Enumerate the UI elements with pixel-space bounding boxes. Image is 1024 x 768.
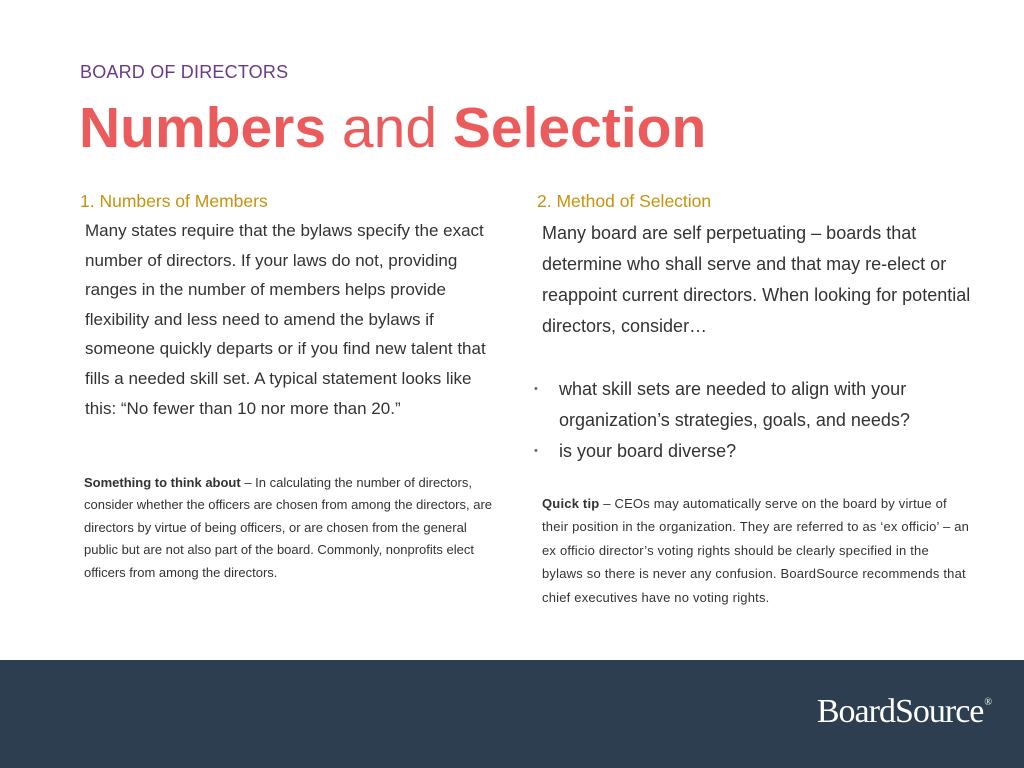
something-to-think-about-note [84,472,504,584]
numbers-of-members-heading: 1. Numbers of Members [80,191,268,211]
list-item [534,436,974,467]
bullet-text: is your board diverse? [559,441,737,461]
title-word-selection: Selection [452,96,707,160]
page-title [79,94,706,162]
list-item [534,374,974,436]
bullet-text: what skill sets are needed to align with your organization’s strategies, goals, and needs? [559,379,910,430]
brand-name: BoardSource [816,693,984,730]
title-word-numbers: Numbers [79,96,327,160]
title-word-and: and [341,96,438,160]
footer-bar [0,660,1024,768]
tip-text: – CEOs may automatically serve on the board by virtue of their position in the organization. They are referred to as ‘ex officio’ – an ex officio director’s voting rights should be clearly specified in the bylaws so there is never any confusion. BoardSource recommends that chief executives have no voting rights. [542,496,970,605]
method-of-selection-heading: 2. Method of Selection [537,191,712,211]
note-label: Something to think about [84,475,241,490]
bullet-icon: • [534,383,538,395]
consider-bullet-list [534,374,974,467]
tip-label: Quick tip [542,496,600,511]
numbers-of-members-body: Many states require that the bylaws specify the exact number of directors. If your laws do not, providing ranges in the number of members helps provide flexibility and less need to amend the bylaws if someone quickly departs or if you find new talent that fills a needed skill set. A typical statement looks like this: “No fewer than 10 nor more than 20.” [85,221,486,418]
section-eyebrow: BOARD OF DIRECTORS [80,62,289,82]
note-text: – In calculating the number of directors, consider whether the officers are chosen from among the directors, are directors by virtue of being officers, or are chosen from the general public but are not also part of the board. Commonly, nonprofits elect officers from among the directors. [84,475,493,580]
bullet-icon: • [534,445,538,457]
quick-tip-note [542,492,972,609]
trademark-symbol: ® [984,697,992,708]
boardsource-logo [817,693,992,731]
method-of-selection-body: Many board are self perpetuating – boards that determine who shall serve and that may re-elect or reappoint current directors. When looking for potential directors, consider… [542,223,971,336]
